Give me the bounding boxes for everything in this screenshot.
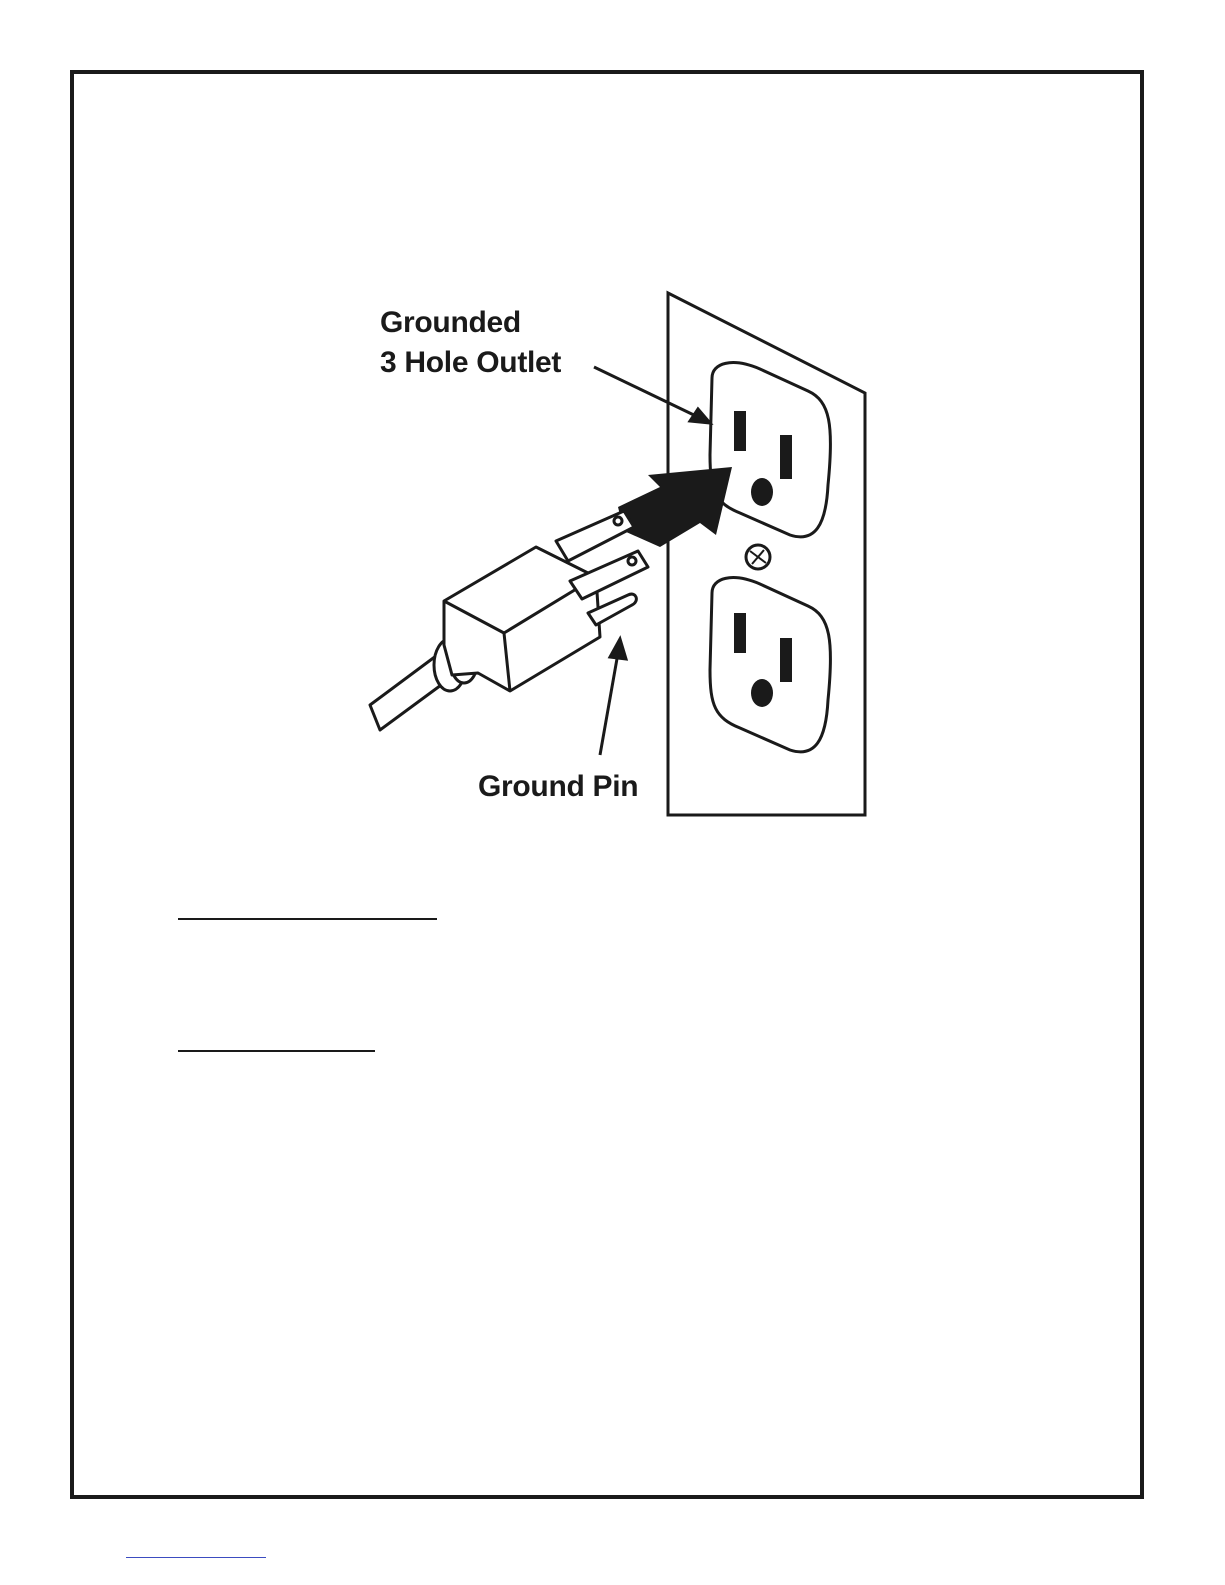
heading-rule	[178, 918, 437, 920]
wall-outlet-icon	[668, 293, 865, 815]
plug-icon	[370, 511, 648, 730]
outlet-label-line2: 3 Hole Outlet	[380, 346, 562, 379]
subheading-rule	[178, 1050, 375, 1052]
outlet-label-line1: Grounded	[380, 306, 521, 339]
footer-link-underline[interactable]	[126, 1557, 266, 1558]
ground-pin-label: Ground Pin	[478, 770, 639, 803]
